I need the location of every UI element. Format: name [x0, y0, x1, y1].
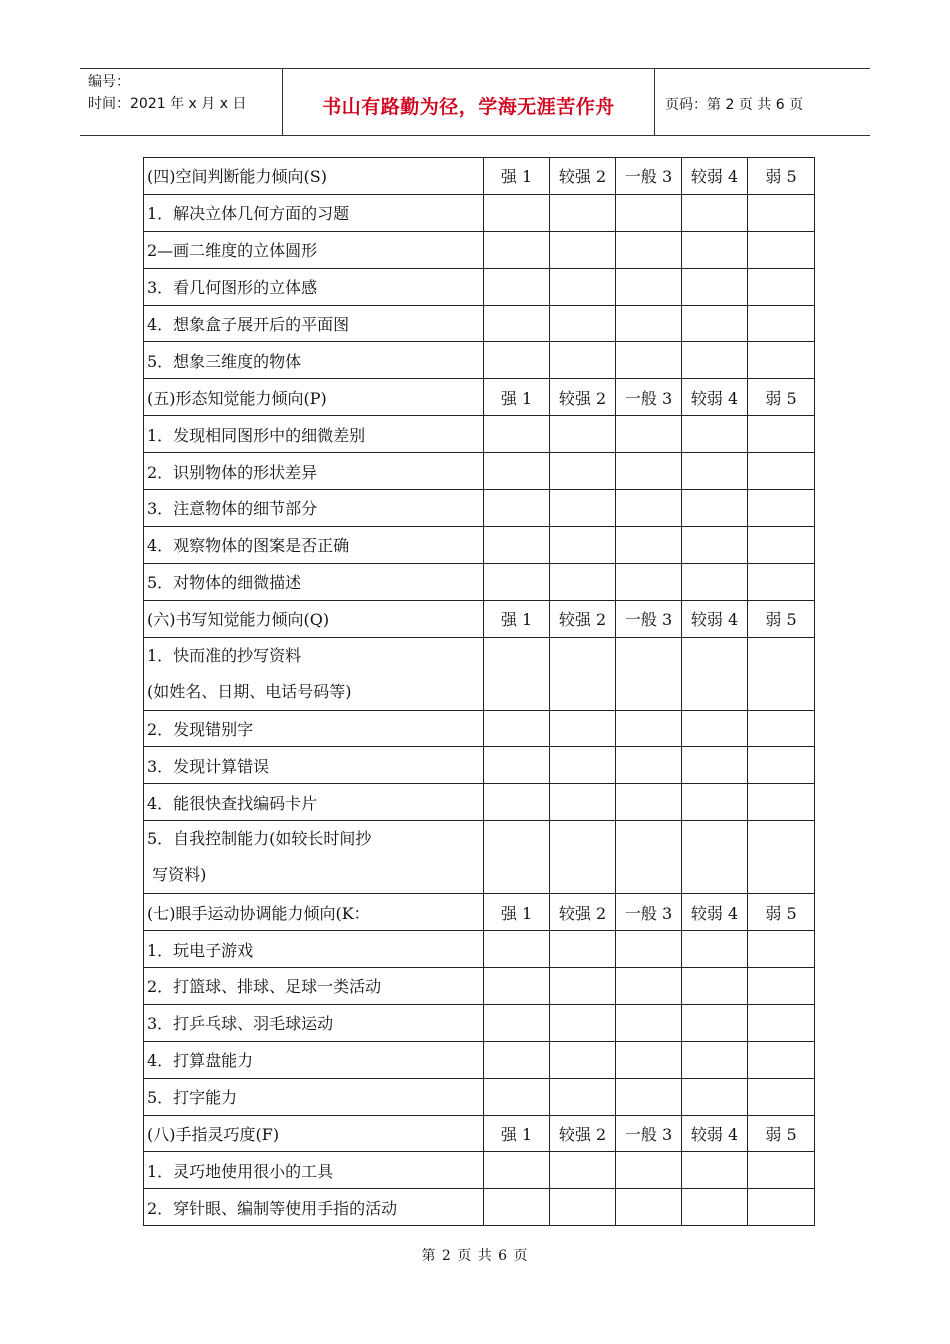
- table-row: [144, 563, 815, 600]
- rating-cell[interactable]: [484, 968, 550, 1005]
- item-label: 4．观察物体的图案是否正确: [144, 526, 484, 563]
- table-row: [144, 1189, 815, 1226]
- rating-cell[interactable]: [616, 1078, 682, 1115]
- rating-cell[interactable]: [484, 231, 550, 268]
- rating-cell[interactable]: [682, 821, 748, 894]
- rating-cell[interactable]: [616, 637, 682, 710]
- table-row: [144, 305, 815, 342]
- rating-cell[interactable]: [748, 268, 815, 305]
- rating-strong: 强 1: [484, 158, 550, 195]
- table-row: [144, 968, 815, 1005]
- document-time: 时间：2021 年 x 月 x 日: [88, 96, 247, 112]
- table-row: [144, 526, 815, 563]
- rating-cell[interactable]: [484, 526, 550, 563]
- rating-cell[interactable]: [682, 268, 748, 305]
- rating-cell[interactable]: [550, 194, 616, 231]
- rating-fairly-strong: 较强 2: [550, 894, 616, 931]
- section-header-row: [144, 600, 815, 637]
- table-row: [144, 342, 815, 379]
- rating-cell[interactable]: [550, 821, 616, 894]
- rating-cell[interactable]: [748, 231, 815, 268]
- rating-cell[interactable]: [682, 194, 748, 231]
- item-label: 2．发现错别字: [144, 710, 484, 747]
- rating-cell[interactable]: [748, 637, 815, 710]
- rating-fairly-strong: 较强 2: [550, 379, 616, 416]
- item-label: 5．打字能力: [144, 1078, 484, 1115]
- rating-cell[interactable]: [550, 563, 616, 600]
- rating-cell[interactable]: [484, 637, 550, 710]
- rating-fairly-weak: 较弱 4: [682, 600, 748, 637]
- rating-fairly-weak: 较弱 4: [682, 158, 748, 195]
- section-header-row: [144, 1115, 815, 1152]
- rating-strong: 强 1: [484, 600, 550, 637]
- table-row: [144, 1152, 815, 1189]
- rating-cell[interactable]: [748, 710, 815, 747]
- table-row: [144, 931, 815, 968]
- page-footer: [0, 1245, 950, 1265]
- rating-cell[interactable]: [550, 784, 616, 821]
- rating-cell[interactable]: [550, 1004, 616, 1041]
- rating-cell[interactable]: [682, 416, 748, 453]
- rating-average: 一般 3: [616, 1115, 682, 1152]
- rating-cell[interactable]: [682, 747, 748, 784]
- rating-cell[interactable]: [484, 931, 550, 968]
- rating-cell[interactable]: [682, 784, 748, 821]
- rating-cell[interactable]: [616, 490, 682, 527]
- rating-cell[interactable]: [616, 194, 682, 231]
- rating-cell[interactable]: [616, 1041, 682, 1078]
- rating-cell[interactable]: [550, 931, 616, 968]
- item-label: 1．发现相同图形中的细微差别: [144, 416, 484, 453]
- rating-cell[interactable]: [748, 453, 815, 490]
- rating-cell[interactable]: [616, 747, 682, 784]
- rating-cell[interactable]: [748, 968, 815, 1005]
- item-label: 4．想象盒子展开后的平面图: [144, 305, 484, 342]
- rating-weak: 弱 5: [748, 158, 815, 195]
- rating-cell[interactable]: [616, 1152, 682, 1189]
- page-info-text: 页码：第 2 页 共 6 页: [665, 97, 804, 113]
- header-slogan-cell: [283, 69, 655, 135]
- rating-fairly-weak: 较弱 4: [682, 379, 748, 416]
- rating-cell[interactable]: [682, 1078, 748, 1115]
- rating-cell[interactable]: [484, 563, 550, 600]
- rating-cell[interactable]: [550, 231, 616, 268]
- rating-average: 一般 3: [616, 894, 682, 931]
- table-row: [144, 194, 815, 231]
- item-label: 3．看几何图形的立体感: [144, 268, 484, 305]
- section-header-row: [144, 894, 815, 931]
- rating-cell[interactable]: [550, 490, 616, 527]
- item-label: 4．能很快查找编码卡片: [144, 784, 484, 821]
- rating-cell[interactable]: [616, 821, 682, 894]
- rating-strong: 强 1: [484, 894, 550, 931]
- rating-cell[interactable]: [550, 342, 616, 379]
- rating-strong: 强 1: [484, 1115, 550, 1152]
- rating-cell[interactable]: [484, 1189, 550, 1226]
- item-label: 3．打乒乓球、羽毛球运动: [144, 1004, 484, 1041]
- rating-cell[interactable]: [550, 968, 616, 1005]
- rating-cell[interactable]: [682, 526, 748, 563]
- rating-cell[interactable]: [616, 1189, 682, 1226]
- table-row: [144, 268, 815, 305]
- item-label-line: (如姓名、日期、电话号码等): [147, 681, 352, 701]
- item-label: 5．对物体的细微描述: [144, 563, 484, 600]
- rating-fairly-strong: 较强 2: [550, 1115, 616, 1152]
- rating-cell[interactable]: [682, 1004, 748, 1041]
- rating-weak: 弱 5: [748, 894, 815, 931]
- table-row: [144, 416, 815, 453]
- rating-cell[interactable]: [484, 1041, 550, 1078]
- rating-cell[interactable]: [484, 710, 550, 747]
- rating-cell[interactable]: [682, 710, 748, 747]
- rating-fairly-weak: 较弱 4: [682, 894, 748, 931]
- item-label: [144, 821, 484, 894]
- header-slogan: 书山有路勤为径，学海无涯苦作舟: [322, 95, 615, 118]
- rating-cell[interactable]: [484, 268, 550, 305]
- section-title: (八)手指灵巧度(F): [144, 1115, 484, 1152]
- rating-cell[interactable]: [484, 747, 550, 784]
- rating-cell[interactable]: [550, 526, 616, 563]
- item-label-line: 5．自我控制能力(如较长时间抄: [147, 829, 372, 849]
- rating-cell[interactable]: [616, 710, 682, 747]
- rating-cell[interactable]: [550, 268, 616, 305]
- rating-cell[interactable]: [484, 821, 550, 894]
- rating-cell[interactable]: [550, 1078, 616, 1115]
- rating-cell[interactable]: [682, 342, 748, 379]
- rating-cell[interactable]: [682, 1152, 748, 1189]
- rating-average: 一般 3: [616, 158, 682, 195]
- rating-cell[interactable]: [682, 453, 748, 490]
- rating-cell[interactable]: [616, 526, 682, 563]
- rating-cell[interactable]: [682, 931, 748, 968]
- rating-cell[interactable]: [748, 563, 815, 600]
- table-row: [144, 637, 815, 710]
- rating-weak: 弱 5: [748, 379, 815, 416]
- page-header: [80, 68, 870, 136]
- rating-cell[interactable]: [748, 1004, 815, 1041]
- rating-strong: 强 1: [484, 379, 550, 416]
- rating-cell[interactable]: [748, 490, 815, 527]
- table-row: [144, 710, 815, 747]
- rating-cell[interactable]: [550, 710, 616, 747]
- rating-cell[interactable]: [484, 784, 550, 821]
- rating-cell[interactable]: [748, 305, 815, 342]
- rating-cell[interactable]: [682, 490, 748, 527]
- item-label: 2．识别物体的形状差异: [144, 453, 484, 490]
- rating-cell[interactable]: [616, 268, 682, 305]
- rating-cell[interactable]: [748, 1041, 815, 1078]
- table-row: [144, 1078, 815, 1115]
- rating-cell[interactable]: [748, 1078, 815, 1115]
- section-header-row: [144, 158, 815, 195]
- rating-cell[interactable]: [616, 968, 682, 1005]
- rating-cell[interactable]: [682, 1189, 748, 1226]
- item-label: 2．穿针眼、编制等使用手指的活动: [144, 1189, 484, 1226]
- rating-weak: 弱 5: [748, 600, 815, 637]
- table-row: [144, 453, 815, 490]
- document-number: 编号：: [88, 74, 130, 90]
- item-label: 5．想象三维度的物体: [144, 342, 484, 379]
- item-label: 2．打篮球、排球、足球一类活动: [144, 968, 484, 1005]
- section-title: (七)眼手运动协调能力倾向(K：: [144, 894, 484, 931]
- aptitude-rating-table: [143, 157, 815, 1226]
- item-label: 4．打算盘能力: [144, 1041, 484, 1078]
- table-row: [144, 784, 815, 821]
- item-label: 2—画二维度的立体圆形: [144, 231, 484, 268]
- rating-cell[interactable]: [682, 1041, 748, 1078]
- rating-cell[interactable]: [484, 194, 550, 231]
- rating-average: 一般 3: [616, 600, 682, 637]
- rating-fairly-weak: 较弱 4: [682, 1115, 748, 1152]
- rating-cell[interactable]: [748, 747, 815, 784]
- section-header-row: [144, 379, 815, 416]
- rating-cell[interactable]: [550, 416, 616, 453]
- item-label: 1．解决立体几何方面的习题: [144, 194, 484, 231]
- section-title: (四)空间判断能力倾向(S): [144, 158, 484, 195]
- rating-cell[interactable]: [682, 231, 748, 268]
- rating-cell[interactable]: [550, 305, 616, 342]
- rating-cell[interactable]: [616, 784, 682, 821]
- rating-cell[interactable]: [550, 1189, 616, 1226]
- header-page-info: [655, 69, 870, 135]
- table-row: [144, 1004, 815, 1041]
- rating-fairly-strong: 较强 2: [550, 600, 616, 637]
- rating-cell[interactable]: [484, 490, 550, 527]
- rating-cell[interactable]: [616, 563, 682, 600]
- rating-cell[interactable]: [748, 526, 815, 563]
- section-title: (五)形态知觉能力倾向(P): [144, 379, 484, 416]
- rating-cell[interactable]: [550, 453, 616, 490]
- rating-cell[interactable]: [748, 194, 815, 231]
- rating-cell[interactable]: [682, 563, 748, 600]
- rating-cell[interactable]: [484, 1152, 550, 1189]
- item-label: 3．注意物体的细节部分: [144, 490, 484, 527]
- header-meta: [80, 69, 283, 135]
- rating-cell[interactable]: [550, 637, 616, 710]
- rating-cell[interactable]: [616, 416, 682, 453]
- table-row: [144, 490, 815, 527]
- rating-cell[interactable]: [748, 1189, 815, 1226]
- section-title: (六)书写知觉能力倾向(Q): [144, 600, 484, 637]
- item-label: [144, 637, 484, 710]
- rating-cell[interactable]: [748, 931, 815, 968]
- table-row: [144, 821, 815, 894]
- table-row: [144, 747, 815, 784]
- item-label-line: 1．快而准的抄写资料: [147, 645, 302, 665]
- rating-cell[interactable]: [682, 968, 748, 1005]
- rating-cell[interactable]: [550, 1041, 616, 1078]
- rating-average: 一般 3: [616, 379, 682, 416]
- rating-cell[interactable]: [616, 453, 682, 490]
- rating-cell[interactable]: [484, 416, 550, 453]
- rating-cell[interactable]: [748, 784, 815, 821]
- rating-cell[interactable]: [616, 931, 682, 968]
- rating-cell[interactable]: [484, 1004, 550, 1041]
- rating-cell[interactable]: [748, 416, 815, 453]
- rating-cell[interactable]: [484, 342, 550, 379]
- rating-cell[interactable]: [484, 305, 550, 342]
- rating-cell[interactable]: [616, 342, 682, 379]
- rating-cell[interactable]: [550, 747, 616, 784]
- rating-cell[interactable]: [484, 1078, 550, 1115]
- table-row: [144, 231, 815, 268]
- rating-cell[interactable]: [616, 231, 682, 268]
- table-row: [144, 1041, 815, 1078]
- rating-cell[interactable]: [748, 821, 815, 894]
- rating-cell[interactable]: [484, 453, 550, 490]
- item-label: 1．灵巧地使用很小的工具: [144, 1152, 484, 1189]
- rating-cell[interactable]: [616, 1004, 682, 1041]
- footer-page-number: 第 2 页 共 6 页: [421, 1248, 529, 1264]
- rating-cell[interactable]: [748, 342, 815, 379]
- item-label-line: 写资料): [147, 865, 207, 885]
- item-label: 1．玩电子游戏: [144, 931, 484, 968]
- item-label: 3．发现计算错误: [144, 747, 484, 784]
- rating-weak: 弱 5: [748, 1115, 815, 1152]
- rating-cell[interactable]: [616, 305, 682, 342]
- rating-cell[interactable]: [748, 1152, 815, 1189]
- rating-cell[interactable]: [682, 637, 748, 710]
- rating-cell[interactable]: [682, 305, 748, 342]
- rating-cell[interactable]: [550, 1152, 616, 1189]
- rating-fairly-strong: 较强 2: [550, 158, 616, 195]
